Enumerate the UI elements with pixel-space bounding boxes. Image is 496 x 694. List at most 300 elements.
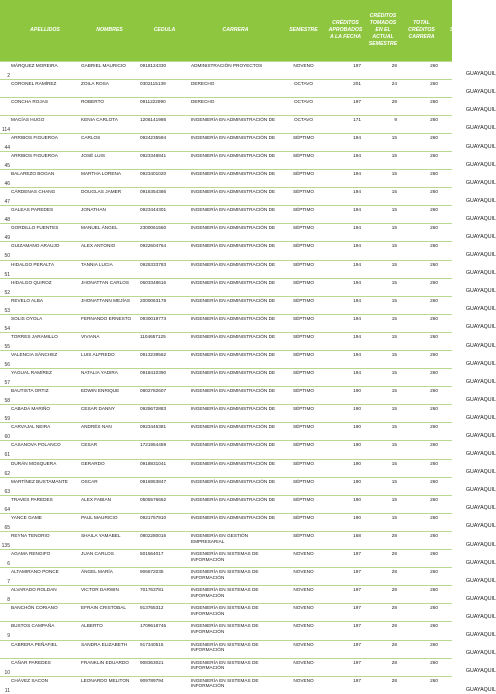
table-row bbox=[0, 477, 452, 495]
table-header bbox=[0, 0, 465, 61]
cedula-cell: 913765312 bbox=[139, 604, 190, 622]
nombres-cell: TANNIA LUCIA bbox=[80, 260, 139, 278]
semestre-cell: NOVENO bbox=[281, 604, 326, 622]
creditos-aprobados-cell: 197 bbox=[326, 568, 365, 586]
sede-value: GUAYAQUIL bbox=[465, 396, 496, 403]
total-creditos-cell: 260 bbox=[401, 676, 442, 694]
cedula-cell: 701763781 bbox=[139, 586, 190, 604]
creditos-aprobados-cell: 197 bbox=[326, 97, 365, 115]
table-row bbox=[0, 568, 452, 586]
semestre-cell: NOVENO bbox=[281, 658, 326, 676]
row-index: 63 bbox=[0, 477, 10, 495]
sede-cell bbox=[442, 115, 496, 133]
row-index: 65 bbox=[0, 513, 10, 531]
sede-value: GUAYAQUIL bbox=[465, 197, 496, 204]
table-row bbox=[0, 61, 452, 79]
row-index: 52 bbox=[0, 278, 10, 296]
semestre-cell: OCTAVO bbox=[281, 115, 326, 133]
total-creditos-cell: 260 bbox=[401, 586, 442, 604]
semestre-cell: OCTAVO bbox=[281, 97, 326, 115]
sede-cell bbox=[442, 658, 496, 676]
nombres-cell: LEONARDO MELITON bbox=[80, 676, 139, 694]
table-row bbox=[0, 622, 452, 640]
carrera-cell: INGENIERÍA EN ADMINISTRACIÓN DE bbox=[190, 495, 281, 513]
sede-cell bbox=[442, 332, 496, 350]
table-row bbox=[0, 658, 452, 676]
total-creditos-cell: 260 bbox=[401, 314, 442, 332]
cedula-cell: 0924235594 bbox=[139, 133, 190, 151]
sede-cell bbox=[442, 188, 496, 206]
carrera-cell: INGENIERÍA EN ADMINISTRACIÓN DE bbox=[190, 314, 281, 332]
apellidos-cell: GORDILLO FUENTES bbox=[10, 224, 80, 242]
sede-value: GUAYAQUIL bbox=[465, 378, 496, 385]
carrera-cell: INGENIERÍA EN ADMINISTRACIÓN DE bbox=[190, 513, 281, 531]
table-row bbox=[0, 224, 452, 242]
semestre-cell: SÉPTIMO bbox=[281, 188, 326, 206]
creditos-aprobados-cell: 190 bbox=[326, 405, 365, 423]
nombres-cell: JUAN CARLOS bbox=[80, 550, 139, 568]
carrera-cell: DERECHO bbox=[190, 97, 281, 115]
table-row bbox=[0, 531, 452, 549]
total-creditos-cell: 260 bbox=[401, 115, 442, 133]
row-index: 6 bbox=[0, 550, 10, 568]
sede-cell bbox=[442, 97, 496, 115]
carrera-cell: INGENIERÍA EN SISTEMAS DE INFORMACIÓN bbox=[190, 568, 281, 586]
header-index bbox=[0, 0, 10, 61]
total-creditos-cell: 260 bbox=[401, 568, 442, 586]
semestre-cell: SÉPTIMO bbox=[281, 405, 326, 423]
creditos-aprobados-cell: 194 bbox=[326, 133, 365, 151]
apellidos-cell: MÁRQUEZ MOREIRA bbox=[10, 61, 80, 79]
semestre-cell: SÉPTIMO bbox=[281, 441, 326, 459]
carrera-cell: INGENIERÍA EN ADMINISTRACIÓN DE bbox=[190, 332, 281, 350]
sede-value: GUAYAQUIL bbox=[465, 595, 496, 602]
total-creditos-cell: 260 bbox=[401, 242, 442, 260]
table-row bbox=[0, 604, 452, 622]
total-creditos-cell: 260 bbox=[401, 260, 442, 278]
nombres-cell: ALEX ANTONIO bbox=[80, 242, 139, 260]
sede-value: GUAYAQUIL bbox=[465, 577, 496, 584]
carrera-cell: INGENIERÍA EN GESTIÓN EMPRESARIAL bbox=[190, 531, 281, 549]
sede-cell bbox=[442, 79, 496, 97]
creditos-tomados-cell: 24 bbox=[365, 79, 401, 97]
apellidos-cell: CARVAJAL NEIRA bbox=[10, 423, 80, 441]
semestre-cell: SÉPTIMO bbox=[281, 531, 326, 549]
semestre-cell: SÉPTIMO bbox=[281, 369, 326, 387]
sede-cell bbox=[442, 206, 496, 224]
sede-cell bbox=[442, 531, 496, 549]
sede-value: GUAYAQUIL bbox=[465, 233, 496, 240]
creditos-tomados-cell: 15 bbox=[365, 151, 401, 169]
semestre-cell: SÉPTIMO bbox=[281, 296, 326, 314]
sede-value: GUAYAQUIL bbox=[465, 686, 496, 693]
nombres-cell: VIVIANA bbox=[80, 332, 139, 350]
nombres-cell: JOSÉ LUIS bbox=[80, 151, 139, 169]
table-row bbox=[0, 369, 452, 387]
creditos-tomados-cell: 28 bbox=[365, 658, 401, 676]
creditos-aprobados-cell: 197 bbox=[326, 640, 365, 658]
apellidos-cell: AGAMA RENGIFO bbox=[10, 550, 80, 568]
creditos-aprobados-cell: 194 bbox=[326, 332, 365, 350]
total-creditos-cell: 260 bbox=[401, 387, 442, 405]
sede-cell bbox=[442, 170, 496, 188]
apellidos-cell: ARRIBOS FIGUEROA bbox=[10, 133, 80, 151]
sede-cell bbox=[442, 459, 496, 477]
cedula-cell: 0923445381 bbox=[139, 423, 190, 441]
creditos-tomados-cell: 15 bbox=[365, 188, 401, 206]
carrera-cell: INGENIERÍA EN ADMINISTRACIÓN DE bbox=[190, 351, 281, 369]
creditos-tomados-cell: 15 bbox=[365, 351, 401, 369]
semestre-cell: SÉPTIMO bbox=[281, 242, 326, 260]
carrera-cell: INGENIERÍA EN ADMINISTRACIÓN DE bbox=[190, 459, 281, 477]
row-index: 49 bbox=[0, 224, 10, 242]
sede-cell bbox=[442, 423, 496, 441]
header-total-creditos: TOTAL CRÉDITOS CARRERA bbox=[401, 0, 442, 61]
cedula-cell: 0922604764 bbox=[139, 242, 190, 260]
creditos-tomados-cell: 28 bbox=[365, 531, 401, 549]
apellidos-cell: BALAREZO BOGAN bbox=[10, 170, 80, 188]
cedula-cell: 909789794 bbox=[139, 676, 190, 694]
apellidos-cell: MARTÍNEZ BUSTAMANTE bbox=[10, 477, 80, 495]
sede-cell bbox=[442, 568, 496, 586]
row-index: 59 bbox=[0, 405, 10, 423]
creditos-tomados-cell: 15 bbox=[365, 314, 401, 332]
cedula-cell: 0916354386 bbox=[139, 188, 190, 206]
carrera-cell: DERECHO bbox=[190, 79, 281, 97]
row-index: 62 bbox=[0, 459, 10, 477]
header-cedula: CEDULA bbox=[139, 0, 190, 61]
sede-value: GUAYAQUIL bbox=[465, 559, 496, 566]
sede-cell bbox=[442, 133, 496, 151]
carrera-cell: INGENIERÍA EN ADMINISTRACIÓN DE bbox=[190, 369, 281, 387]
sede-value: GUAYAQUIL bbox=[465, 252, 496, 259]
row-index: 51 bbox=[0, 260, 10, 278]
carrera-cell: INGENIERÍA EN ADMINISTRACIÓN DE bbox=[190, 441, 281, 459]
sede-cell bbox=[442, 369, 496, 387]
creditos-tomados-cell: 15 bbox=[365, 224, 401, 242]
cedula-cell: 1709618746 bbox=[139, 622, 190, 640]
creditos-tomados-cell: 15 bbox=[365, 296, 401, 314]
creditos-tomados-cell: 15 bbox=[365, 423, 401, 441]
row-index: 46 bbox=[0, 170, 10, 188]
carrera-cell: INGENIERÍA EN ADMINISTRACIÓN DE bbox=[190, 206, 281, 224]
sede-value: GUAYAQUIL bbox=[465, 89, 496, 96]
nombres-cell: OSCAR bbox=[80, 477, 139, 495]
apellidos-cell: DURÁN MOSQUERA bbox=[10, 459, 80, 477]
sede-cell bbox=[442, 622, 496, 640]
carrera-cell: INGENIERÍA EN ADMINISTRACIÓN DE bbox=[190, 115, 281, 133]
carrera-cell: INGENIERÍA EN ADMINISTRACIÓN DE bbox=[190, 133, 281, 151]
semestre-cell: NOVENO bbox=[281, 676, 326, 694]
sede-cell bbox=[442, 151, 496, 169]
cedula-cell: 2000063178 bbox=[139, 296, 190, 314]
semestre-cell: SÉPTIMO bbox=[281, 495, 326, 513]
nombres-cell: SANDRA ELIZABETH bbox=[80, 640, 139, 658]
carrera-cell: INGENIERÍA EN ADMINISTRACIÓN DE bbox=[190, 224, 281, 242]
sede-value: GUAYAQUIL bbox=[465, 632, 496, 639]
apellidos-cell: CASANOVA POLANCO bbox=[10, 441, 80, 459]
carrera-cell: INGENIERÍA EN ADMINISTRACIÓN DE bbox=[190, 151, 281, 169]
apellidos-cell: ARRIBOS FIGUEROA bbox=[10, 151, 80, 169]
row-index bbox=[0, 640, 10, 658]
row-index: 10 bbox=[0, 658, 10, 676]
apellidos-cell: VALENCIA SÁNCHEZ bbox=[10, 351, 80, 369]
cedula-cell: 501564017 bbox=[139, 550, 190, 568]
creditos-tomados-cell: 15 bbox=[365, 278, 401, 296]
row-index: 53 bbox=[0, 296, 10, 314]
cedula-cell: 917340515 bbox=[139, 640, 190, 658]
row-index: 64 bbox=[0, 495, 10, 513]
semestre-cell: SÉPTIMO bbox=[281, 278, 326, 296]
creditos-aprobados-cell: 190 bbox=[326, 387, 365, 405]
semestre-cell: NOVENO bbox=[281, 550, 326, 568]
table-row bbox=[0, 351, 452, 369]
table-row bbox=[0, 242, 452, 260]
nombres-cell: DOUGLAS JAMER bbox=[80, 188, 139, 206]
apellidos-cell: BAUTISTA ORTIZ bbox=[10, 387, 80, 405]
cedula-cell: 0925672883 bbox=[139, 405, 190, 423]
cedula-cell: 0923444301 bbox=[139, 206, 190, 224]
total-creditos-cell: 260 bbox=[401, 622, 442, 640]
creditos-tomados-cell: 28 bbox=[365, 640, 401, 658]
creditos-aprobados-cell: 201 bbox=[326, 79, 365, 97]
creditos-aprobados-cell: 194 bbox=[326, 351, 365, 369]
table-row bbox=[0, 459, 452, 477]
sede-value: GUAYAQUIL bbox=[465, 613, 496, 620]
nombres-cell: ANDRÉS NAN bbox=[80, 423, 139, 441]
creditos-aprobados-cell: 190 bbox=[326, 477, 365, 495]
sede-value: GUAYAQUIL bbox=[465, 215, 496, 222]
cedula-cell: 1104657125 bbox=[139, 332, 190, 350]
table-row bbox=[0, 332, 452, 350]
apellidos-cell: MACÍAS HUGO bbox=[10, 115, 80, 133]
nombres-cell: GABRIEL MAURICIO bbox=[80, 61, 139, 79]
creditos-aprobados-cell: 194 bbox=[326, 296, 365, 314]
sede-cell bbox=[442, 513, 496, 531]
carrera-cell: INGENIERÍA EN ADMINISTRACIÓN DE bbox=[190, 296, 281, 314]
sede-cell bbox=[442, 61, 496, 79]
table-row bbox=[0, 296, 452, 314]
row-index: 114 bbox=[0, 115, 10, 133]
apellidos-cell: TORRES JARAMILLO bbox=[10, 332, 80, 350]
total-creditos-cell: 260 bbox=[401, 133, 442, 151]
carrera-cell: INGENIERÍA EN ADMINISTRACIÓN DE bbox=[190, 242, 281, 260]
apellidos-cell: GALEAS PAREDES bbox=[10, 206, 80, 224]
semestre-cell: SÉPTIMO bbox=[281, 423, 326, 441]
semestre-cell: SÉPTIMO bbox=[281, 260, 326, 278]
semestre-cell: SÉPTIMO bbox=[281, 206, 326, 224]
semestre-cell: SÉPTIMO bbox=[281, 459, 326, 477]
row-index: 47 bbox=[0, 188, 10, 206]
cedula-cell: 0302115139 bbox=[139, 79, 190, 97]
row-index: 58 bbox=[0, 387, 10, 405]
table-row bbox=[0, 495, 452, 513]
carrera-cell: INGENIERÍA EN SISTEMAS DE INFORMACIÓN bbox=[190, 676, 281, 694]
sede-value: GUAYAQUIL bbox=[465, 469, 496, 476]
apellidos-cell: CABRERA PEÑAFIEL bbox=[10, 640, 80, 658]
creditos-tomados-cell: 28 bbox=[365, 604, 401, 622]
creditos-aprobados-cell: 190 bbox=[326, 495, 365, 513]
row-index: 11 bbox=[0, 676, 10, 694]
creditos-aprobados-cell: 194 bbox=[326, 188, 365, 206]
nombres-cell: KENIA CARLOTA bbox=[80, 115, 139, 133]
nombres-cell: FERNANDO ERNESTO bbox=[80, 314, 139, 332]
cedula-cell: 0918124330 bbox=[139, 61, 190, 79]
table-row bbox=[0, 206, 452, 224]
table-row bbox=[0, 97, 452, 115]
total-creditos-cell: 260 bbox=[401, 477, 442, 495]
cedula-cell: 0802782607 bbox=[139, 387, 190, 405]
apellidos-cell: HIDALGO QUIROZ bbox=[10, 278, 80, 296]
apellidos-cell: ALTAMIRANO PONCE bbox=[10, 568, 80, 586]
total-creditos-cell: 260 bbox=[401, 296, 442, 314]
creditos-tomados-cell: 15 bbox=[365, 495, 401, 513]
semestre-cell: SÉPTIMO bbox=[281, 332, 326, 350]
total-creditos-cell: 260 bbox=[401, 97, 442, 115]
row-index bbox=[0, 604, 10, 622]
sede-cell bbox=[442, 477, 496, 495]
creditos-aprobados-cell: 197 bbox=[326, 658, 365, 676]
apellidos-cell: ALVARADO ROLDAN bbox=[10, 586, 80, 604]
creditos-aprobados-cell: 190 bbox=[326, 513, 365, 531]
carrera-cell: INGENIERÍA EN SISTEMAS DE INFORMACIÓN bbox=[190, 622, 281, 640]
sede-value: GUAYAQUIL bbox=[465, 505, 496, 512]
creditos-aprobados-cell: 197 bbox=[326, 61, 365, 79]
total-creditos-cell: 260 bbox=[401, 604, 442, 622]
cedula-cell: 0603348616 bbox=[139, 278, 190, 296]
carrera-cell: INGENIERÍA EN SISTEMAS DE INFORMACIÓN bbox=[190, 604, 281, 622]
apellidos-cell: BUSTOS CAMPAÑA bbox=[10, 622, 80, 640]
creditos-tomados-cell: 28 bbox=[365, 61, 401, 79]
sede-value: GUAYAQUIL bbox=[465, 270, 496, 277]
row-index: 8 bbox=[0, 586, 10, 604]
sede-cell bbox=[442, 640, 496, 658]
table-body bbox=[0, 61, 496, 694]
row-index: 60 bbox=[0, 423, 10, 441]
row-index: 55 bbox=[0, 332, 10, 350]
header-nombres: NOMBRES bbox=[80, 0, 139, 61]
creditos-aprobados-cell: 194 bbox=[326, 278, 365, 296]
creditos-aprobados-cell: 197 bbox=[326, 676, 365, 694]
nombres-cell: PAUL MAURICIO bbox=[80, 513, 139, 531]
total-creditos-cell: 260 bbox=[401, 405, 442, 423]
total-creditos-cell: 260 bbox=[401, 278, 442, 296]
sede-value: GUAYAQUIL bbox=[465, 143, 496, 150]
nombres-cell: ÁNGEL MARÍA bbox=[80, 568, 139, 586]
cedula-cell: 0923401020 bbox=[139, 170, 190, 188]
sede-value: GUAYAQUIL bbox=[465, 324, 496, 331]
cedula-cell: 0921757910 bbox=[139, 513, 190, 531]
creditos-aprobados-cell: 194 bbox=[326, 260, 365, 278]
creditos-tomados-cell: 28 bbox=[365, 550, 401, 568]
carrera-cell: INGENIERÍA EN SISTEMAS DE INFORMACIÓN bbox=[190, 586, 281, 604]
carrera-cell: INGENIERÍA EN ADMINISTRACIÓN DE bbox=[190, 405, 281, 423]
sede-cell bbox=[442, 260, 496, 278]
total-creditos-cell: 260 bbox=[401, 332, 442, 350]
sede-cell bbox=[442, 586, 496, 604]
total-creditos-cell: 260 bbox=[401, 459, 442, 477]
nombres-cell: ALEX FABIAN bbox=[80, 495, 139, 513]
row-index: 9 bbox=[0, 622, 10, 640]
cedula-cell: 0918410390 bbox=[139, 369, 190, 387]
total-creditos-cell: 260 bbox=[401, 658, 442, 676]
row-index: 61 bbox=[0, 441, 10, 459]
nombres-cell: JONATHAN bbox=[80, 206, 139, 224]
table-row bbox=[0, 423, 452, 441]
nombres-cell: SHAILA YAMABEL bbox=[80, 531, 139, 549]
sede-value: GUAYAQUIL bbox=[465, 306, 496, 313]
apellidos-cell: YAGUAL RAMÍREZ bbox=[10, 369, 80, 387]
creditos-tomados-cell: 15 bbox=[365, 513, 401, 531]
sede-value: GUAYAQUIL bbox=[465, 125, 496, 132]
carrera-cell: INGENIERÍA EN SISTEMAS DE INFORMACIÓN bbox=[190, 640, 281, 658]
nombres-cell: CESAR bbox=[80, 441, 139, 459]
creditos-aprobados-cell: 194 bbox=[326, 170, 365, 188]
creditos-aprobados-cell: 194 bbox=[326, 369, 365, 387]
cedula-cell: 0923348841 bbox=[139, 151, 190, 169]
creditos-tomados-cell: 15 bbox=[365, 405, 401, 423]
creditos-tomados-cell: 15 bbox=[365, 332, 401, 350]
semestre-cell: SÉPTIMO bbox=[281, 477, 326, 495]
sede-cell bbox=[442, 405, 496, 423]
nombres-cell: NATALIA YADIRA bbox=[80, 369, 139, 387]
creditos-aprobados-cell: 190 bbox=[326, 441, 365, 459]
carrera-cell: INGENIERÍA EN ADMINISTRACIÓN DE bbox=[190, 387, 281, 405]
total-creditos-cell: 260 bbox=[401, 61, 442, 79]
sede-value: GUAYAQUIL bbox=[465, 288, 496, 295]
sede-cell bbox=[442, 224, 496, 242]
table-row bbox=[0, 387, 452, 405]
creditos-tomados-cell: 15 bbox=[365, 369, 401, 387]
cedula-cell: 0918831041 bbox=[139, 459, 190, 477]
table-row bbox=[0, 586, 452, 604]
header-creditos-tomados: CRÉDITOS TOMADOS EN EL ACTUAL SEMESTRE bbox=[365, 0, 401, 61]
total-creditos-cell: 260 bbox=[401, 441, 442, 459]
sede-value: GUAYAQUIL bbox=[465, 342, 496, 349]
total-creditos-cell: 260 bbox=[401, 513, 442, 531]
creditos-aprobados-cell: 190 bbox=[326, 459, 365, 477]
sede-value: GUAYAQUIL bbox=[465, 487, 496, 494]
creditos-tomados-cell: 15 bbox=[365, 170, 401, 188]
total-creditos-cell: 260 bbox=[401, 531, 442, 549]
semestre-cell: SÉPTIMO bbox=[281, 170, 326, 188]
cedula-cell: 0505576662 bbox=[139, 495, 190, 513]
sede-value: GUAYAQUIL bbox=[465, 360, 496, 367]
sede-value: GUAYAQUIL bbox=[465, 668, 496, 675]
creditos-aprobados-cell: 194 bbox=[326, 314, 365, 332]
header-sede: SEDE bbox=[442, 0, 452, 61]
total-creditos-cell: 260 bbox=[401, 423, 442, 441]
table-row bbox=[0, 550, 452, 568]
creditos-tomados-cell: 28 bbox=[365, 676, 401, 694]
total-creditos-cell: 260 bbox=[401, 224, 442, 242]
cedula-cell: 906672035 bbox=[139, 568, 190, 586]
table-row bbox=[0, 640, 452, 658]
apellidos-cell: BANCHÓN CORIANO bbox=[10, 604, 80, 622]
total-creditos-cell: 260 bbox=[401, 550, 442, 568]
row-index: 2 bbox=[0, 61, 10, 79]
table-row bbox=[0, 513, 452, 531]
creditos-tomados-cell: 15 bbox=[365, 242, 401, 260]
nombres-cell: LUIS ALFREDO bbox=[80, 351, 139, 369]
nombres-cell: VICTOR DARWIN bbox=[80, 586, 139, 604]
carrera-cell: INGENIERÍA EN SISTEMAS DE INFORMACIÓN bbox=[190, 658, 281, 676]
table-row bbox=[0, 676, 452, 694]
sede-value: GUAYAQUIL bbox=[465, 451, 496, 458]
row-index: 54 bbox=[0, 314, 10, 332]
row-index: 50 bbox=[0, 242, 10, 260]
apellidos-cell: CAÑAR PAREDES bbox=[10, 658, 80, 676]
